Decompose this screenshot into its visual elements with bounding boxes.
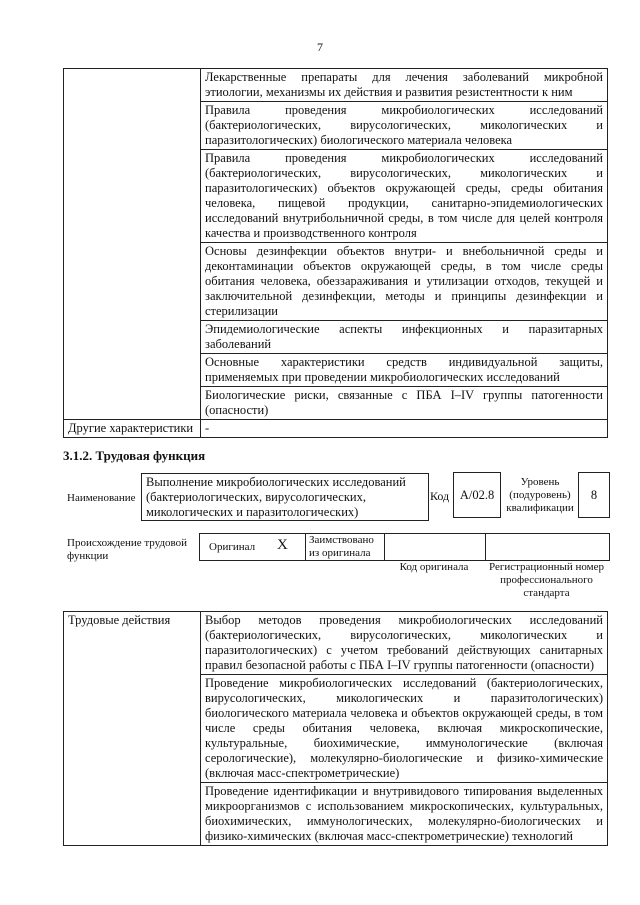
code-box	[453, 472, 501, 518]
required-knowledge-table	[63, 68, 608, 438]
table-row	[64, 69, 608, 102]
function-name-box	[141, 473, 429, 521]
labor-actions-table	[63, 611, 608, 846]
knowledge-item: Эпидемиологические аспекты инфекционных и паразитарных заболеваний	[201, 321, 608, 354]
other-characteristics-label: Другие характеристики	[64, 420, 201, 438]
knowledge-label-cell	[64, 69, 201, 420]
borrowed-box	[305, 533, 385, 561]
original-label: Оригинал	[209, 541, 256, 553]
knowledge-item: Биологические риски, связанные с ПБА I–IV группы патогенности (опасности)	[201, 387, 608, 420]
table-row	[64, 420, 608, 438]
name-label: Наименование	[67, 492, 136, 504]
other-characteristics-value: -	[201, 420, 608, 438]
labor-action-item: Проведение микробиологических исследований (бактериологических, вирусологических, микологических и паразитологических) биологического материала человека и объектов окружающей среды, в том числе среды обитания человека, включая микроскопические, культуральные, биохимические, иммунологические (включая серологические), молекулярно-биологические и физико-химические (включая масс-спектрометрические)	[201, 675, 608, 783]
labor-action-item: Проведение идентификации и внутривидового типирования выделенных микроорганизмов с использованием микроскопических, культуральных, биохимических, иммунологических, молекулярно-биологических и физико-химических (включая масс-спектрометрические) технологий	[201, 783, 608, 846]
level-box	[578, 472, 610, 518]
table-row	[64, 612, 608, 675]
knowledge-item: Лекарственные препараты для лечения заболеваний микробной этиологии, механизмы их действия и развития резистентности к ним	[201, 69, 608, 102]
function-name: Выполнение микробиологических исследований (бактериологических, вирусологических, микологических и паразитологических)	[146, 475, 406, 519]
level-label: Уровень (подуровень) квалификации	[506, 476, 574, 514]
knowledge-item: Основные характеристики средств индивидуальной защиты, применяемых при проведении микробиологических исследований	[201, 354, 608, 387]
original-code-caption: Код оригинала	[399, 561, 469, 573]
level-value: 8	[590, 488, 598, 502]
original-box	[199, 533, 306, 561]
labor-actions-label: Трудовые действия	[64, 612, 201, 846]
code-value: A/02.8	[459, 488, 495, 502]
code-label: Код	[430, 489, 450, 503]
borrowed-label: Заимствовано из оригинала	[309, 534, 374, 559]
original-mark: X	[277, 537, 288, 553]
section-title: 3.1.2. Трудовая функция	[63, 448, 206, 463]
registration-number-box	[485, 533, 610, 561]
registration-number-caption: Регистрационный номер профессионального стандарта	[488, 561, 605, 599]
knowledge-item: Правила проведения микробиологических исследований (бактериологических, вирусологических, микологических и паразитологических) объектов окружающей среды, среды обитания человека, пищевой продукции, санитарно-эпидемиологических исследований внутрибольничной среды, в том числе для целей контроля качества и производственного контроля	[201, 150, 608, 243]
original-code-box	[384, 533, 486, 561]
knowledge-item: Основы дезинфекции объектов внутри- и внебольничной среды и деконтаминации объектов окружающей среды, в том числе среды обитания человека, обеззараживания и утилизации отходов, текущей и заключительной дезинфекции, методы и принципы дезинфекции и стерилизации	[201, 243, 608, 321]
labor-action-item: Выбор методов проведения микробиологических исследований (бактериологических, вирусологических, микологических и паразитологических) с учетом требований действующих санитарных правил безопасной работы с ПБА I–IV группы патогенности (опасности)	[201, 612, 608, 675]
page-number: 7	[317, 40, 323, 54]
knowledge-item: Правила проведения микробиологических исследований (бактериологических, вирусологических, микологических и паразитологических) биологического материала человека	[201, 102, 608, 150]
origin-label: Происхождение трудовой функции	[67, 537, 188, 562]
